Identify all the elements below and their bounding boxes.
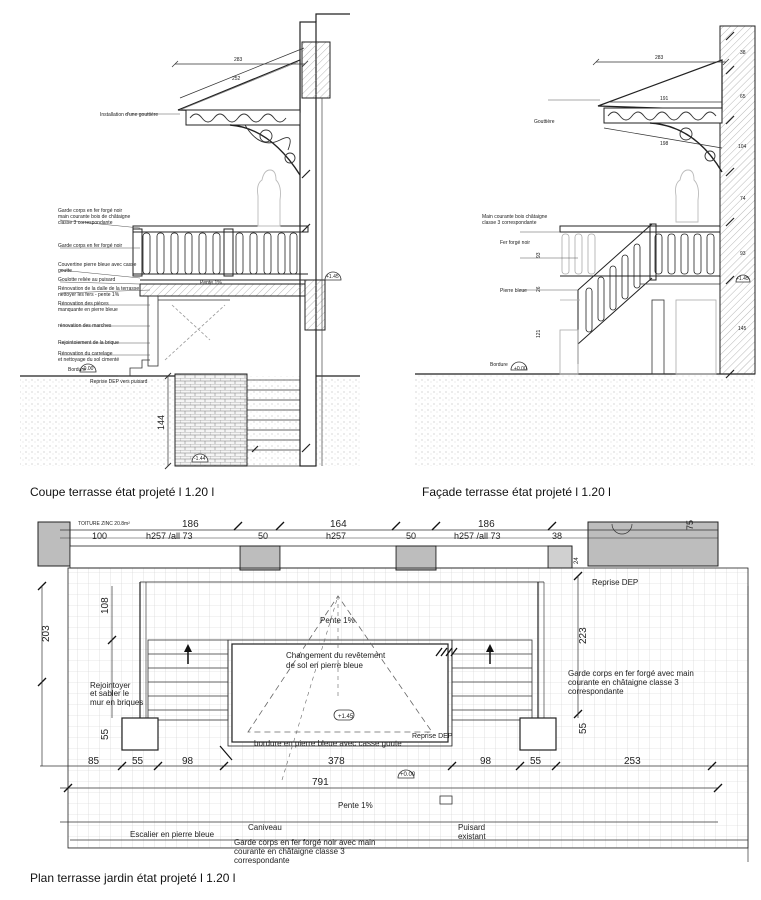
plan-pillar-left [122,718,158,750]
facade-person-figure [676,170,699,222]
plan-bottom-dim-5: 98 [480,756,492,767]
facade-side-dim-1: 38 [740,50,746,56]
coupe-level-zero: -0.00 [82,366,94,372]
coupe-label-pente: Pente 1% [200,280,222,286]
plan-garde-corps-1: Garde corps en fer forgé avec main [568,669,694,678]
coupe-label-renovation-2: nettoyer les fers - pente 1% [58,292,120,298]
coupe-label-garde-corps-2: main courante bois de châtaigne [58,214,131,220]
plan-rejointoyer-2: et sabler le [90,689,130,698]
coupe-label-goulotte: Goulotte reliée au puisard [58,277,116,283]
facade-dim-198: 198 [660,141,669,147]
plan-bottom-dim-4: 378 [328,756,345,767]
plan-bottom-dim-3: 98 [182,756,194,767]
plan-puisard-2: existant [458,832,486,841]
coupe-terrace-slab [140,284,305,296]
coupe-level-terrace: +1.45 [326,274,339,280]
coupe-label-carrelage-1: Rénovation du carrelage [58,351,113,357]
coupe-label-garde-corps-noir: Garde corps en fer forgé noir [58,243,123,249]
coupe-label-bordure: Bordure [68,367,86,373]
plan-wall-mid-left [240,546,280,570]
plan-rejointoyer-1: Rejointoyer [90,681,131,690]
facade-level-zero: +0.00 [514,366,527,372]
coupe-level-basement: -1.44 [194,456,206,462]
coupe-dim-144: 144 [156,414,166,430]
facade-side-dim-3: 104 [738,144,747,150]
facade-label-fer-forge: Fer forgé noir [500,240,531,246]
plan-garde-corps-b1: Garde corps en fer forgé noir avec main [234,838,376,847]
coupe-dim-252: 252 [232,76,241,82]
plan-level-ground: +0.00 [400,772,416,778]
facade-stair-railing [578,224,652,364]
plan-bottom-dim-2: 55 [132,756,144,767]
plan-escalier: Escalier en pierre bleue [130,830,215,839]
plan-wall-mid-right [396,546,436,570]
plan-sub-dim-4: h257 [326,531,347,541]
plan-bottom-dim-7: 253 [624,756,641,767]
facade-ground [415,374,755,466]
plan-dim-791: 791 [312,777,329,788]
plan-dim-203: 203 [41,625,52,642]
plan-bottom-dim-1: 85 [88,756,100,767]
coupe-leaders [60,114,180,355]
plan-garde-corps-b3: correspondante [234,856,290,865]
plan-sub-dim-5: 50 [406,531,417,541]
caption-facade: Façade terrasse état projeté l 1.20 l [422,485,611,499]
plan-sub-dim-2: h257 /all 73 [146,531,193,541]
facade-stair-dim-1: 93 [536,252,542,258]
facade-dim-283: 283 [655,55,664,61]
plan-dim-55-right: 55 [578,722,589,734]
coupe-basement-brick [175,374,247,466]
facade-side-dim-5: 93 [740,251,746,257]
coupe-label-renovation-1: Rénovation de la dalle de la terrasse [58,286,140,292]
coupe-label-garde-corps-3: classe 3 correspondante [58,220,113,226]
facade-label-pierre-bleue: Pierre bleue [500,288,527,294]
plan-sub-dim-1: 100 [92,531,108,541]
plan-pente-center: Pente 1% [320,616,355,625]
coupe-label-garde-corps-1: Garde corps en fer forgé noir [58,208,123,214]
plan-reprise-dep-center: Reprise DEP [412,733,453,740]
plan-sub-dim-6: h257 /all 73 [454,531,501,541]
plan-bottom-dim-6: 55 [530,756,542,767]
coupe-label-pieces-1: Rénovation des pièces [58,301,109,307]
plan-garde-corps-2: courante en châtaigne classe 3 [568,678,679,687]
facade-side-dim-6: 145 [738,326,747,332]
plan-level-terrace: +1.45 [338,714,354,720]
plan-dim-108: 108 [100,597,111,614]
caption-coupe: Coupe terrasse état projeté l 1.20 l [30,485,215,499]
coupe-person-figure [258,170,281,226]
coupe-support [118,296,230,376]
facade-label-main-courante-1: Main courante bois châtaigne [482,214,548,220]
coupe-label-gouttiere: Installation d'une gouttière [100,112,159,118]
facade-dim-191: 191 [660,96,669,102]
coupe-label-pieces-2: manquante en pierre bleue [58,307,118,313]
facade-stair-dim-2: 26 [536,286,542,292]
facade-stair-dim-3: 121 [536,329,542,338]
facade-wall [720,26,755,374]
facade-label-gouttiere: Gouttière [534,119,555,125]
coupe-label-marches: rénovation des marches [58,323,112,329]
plan-dim-223: 223 [578,627,589,644]
coupe-balustrade [133,226,308,276]
coupe-label-carrelage-2: et nettoyage du sol cimenté [58,357,120,363]
plan-changement-2: de sol en pierre bleue [286,661,363,670]
facade-elevation [415,26,755,466]
plan-view [38,519,748,862]
plan-reprise-dep-top: Reprise DEP [592,578,639,587]
plan-sub-dim-7: 38 [552,531,563,541]
caption-plan: Plan terrasse jardin état projeté l 1.20 l [30,871,236,885]
coupe-label-couvertine-1: Couvertine pierre bleue avec casse [58,262,137,268]
facade-side-dim-2: 65 [740,94,746,100]
coupe-label-brique: Rejointoiement de la brique [58,340,119,346]
plan-top-dim-2: 164 [330,519,347,530]
facade-label-bordure: Bordure [490,362,508,368]
plan-toiture: TOITURE ZINC 20.8m² [78,521,130,527]
plan-garde-corps-3: correspondante [568,687,624,696]
plan-sub-dim-3: 50 [258,531,269,541]
plan-dim-75: 75 [685,519,695,530]
plan-rejointoyer-3: mur en briques [90,698,144,707]
facade-canopy [598,60,722,172]
coupe-section [20,14,360,469]
plan-garde-corps-b2: courante en châtaigne classe 3 [234,847,345,856]
facade-level-terrace: +1.45 [736,276,749,282]
facade-terrace-base [560,284,720,374]
plan-changement-1: Changement du revêtement [286,651,386,660]
plan-wall-left [38,522,70,566]
plan-bordure: bordure en pierre bleue avec casse goute [254,739,402,748]
plan-dim-24: 24 [574,557,580,564]
plan-dim-55-left: 55 [100,728,111,740]
coupe-dim-283: 283 [234,57,243,63]
facade-side-dim-4: 74 [740,196,746,202]
coupe-wall-hatch [302,42,330,98]
coupe-label-couvertine-2: goutte [58,268,72,274]
plan-pillar-right [520,718,556,750]
coupe-label-reprise: Reprise DEP vers puisard [90,379,148,385]
plan-puisard-1: Puisard [458,823,486,832]
plan-caniveau: Caniveau [248,823,282,832]
plan-top-dim-1: 186 [182,519,199,530]
plan-top-dim-3: 186 [478,519,495,530]
plan-wall-right [588,519,718,566]
facade-label-main-courante-2: classe 3 correspondante [482,220,537,226]
plan-pente-bottom: Pente 1% [338,801,373,810]
